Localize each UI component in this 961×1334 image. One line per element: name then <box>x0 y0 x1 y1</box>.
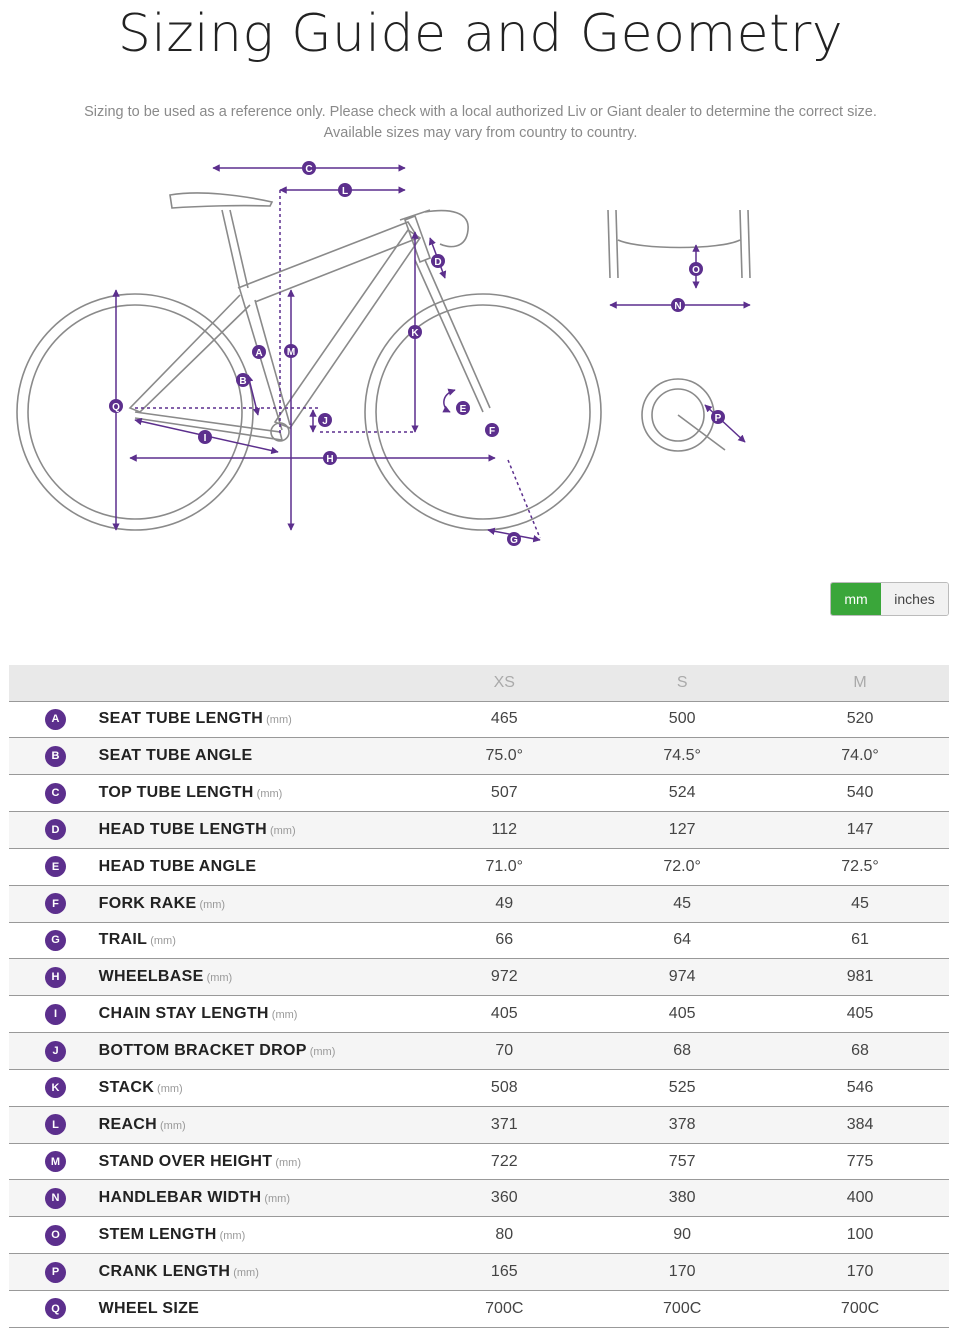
row-name-cell <box>99 775 416 812</box>
size-value: 49 <box>415 885 593 922</box>
size-value: 775 <box>771 1143 949 1180</box>
top-tube <box>238 222 418 302</box>
dimension-badge: Q <box>45 1298 66 1319</box>
dimension-unit: (mm) <box>206 972 233 985</box>
row-name-cell <box>99 1291 416 1328</box>
bike-frame-drawing <box>17 193 750 530</box>
svg-text:Q: Q <box>112 402 120 413</box>
disclaimer-line-2: Available sizes may vary from country to country. <box>323 125 638 141</box>
size-value: 66 <box>415 922 593 959</box>
size-value: 465 <box>415 701 593 738</box>
marker-o <box>689 262 703 276</box>
row-letter-cell <box>9 1180 99 1217</box>
size-value: 520 <box>771 701 949 738</box>
row-name-cell <box>99 996 416 1033</box>
size-value: 165 <box>415 1254 593 1291</box>
size-value: 384 <box>771 1106 949 1143</box>
dimension-badge: G <box>45 930 66 951</box>
svg-text:C: C <box>305 164 313 175</box>
table-row <box>9 775 949 812</box>
size-value: 68 <box>771 1033 949 1070</box>
size-value: 524 <box>593 775 771 812</box>
table-row <box>9 885 949 922</box>
row-name-cell <box>99 1254 416 1291</box>
svg-text:A: A <box>255 348 263 359</box>
size-value: 507 <box>415 775 593 812</box>
row-letter-cell <box>9 1033 99 1070</box>
marker-q <box>109 399 123 413</box>
size-value: 981 <box>771 959 949 996</box>
size-value: 757 <box>593 1143 771 1180</box>
dimension-badge: M <box>45 1151 66 1172</box>
dimension-unit: (mm) <box>269 824 296 837</box>
header-size: XS <box>415 665 593 701</box>
size-value: 700C <box>415 1291 593 1328</box>
dimension-unit: (mm) <box>266 714 292 727</box>
svg-text:M: M <box>286 347 296 358</box>
unit-inches-button[interactable]: inches <box>881 583 948 615</box>
size-value: 972 <box>415 959 593 996</box>
marker-e <box>456 401 470 415</box>
size-value: 90 <box>593 1217 771 1254</box>
dimension-badge: L <box>45 1114 66 1135</box>
size-value: 722 <box>415 1143 593 1180</box>
dimension-name: CRANK LENGTH <box>98 1263 231 1281</box>
row-letter-cell <box>9 959 99 996</box>
size-value: 500 <box>593 701 771 738</box>
marker-f <box>485 423 499 437</box>
svg-text:E: E <box>459 404 467 415</box>
size-value: 112 <box>415 812 593 849</box>
row-letter-cell <box>9 1291 99 1328</box>
svg-text:K: K <box>411 328 419 339</box>
dimension-unit: (mm) <box>309 1046 336 1059</box>
dimension-name: HANDLEBAR WIDTH <box>98 1189 262 1207</box>
header-empty <box>99 665 416 701</box>
dimension-name: FORK RAKE <box>98 894 197 912</box>
dimension-name: WHEELBASE <box>98 968 204 986</box>
svg-text:F: F <box>488 426 496 437</box>
row-name-cell <box>99 1143 416 1180</box>
row-letter-cell <box>9 701 99 738</box>
page-title: Sizing Guide and Geometry <box>117 4 844 64</box>
size-value: 45 <box>771 885 949 922</box>
table-row <box>9 1180 949 1217</box>
table-row <box>9 812 949 849</box>
saddle <box>170 193 272 208</box>
dimension-badge: C <box>45 783 66 804</box>
size-value: 71.0° <box>415 848 593 885</box>
size-value: 405 <box>415 996 593 1033</box>
dimension-name: STEM LENGTH <box>98 1226 217 1244</box>
svg-text:L: L <box>341 186 349 197</box>
dimension-badge: N <box>45 1188 66 1209</box>
marker-c <box>302 161 316 175</box>
row-letter-cell <box>9 1069 99 1106</box>
size-value: 525 <box>593 1069 771 1106</box>
size-value: 378 <box>593 1106 771 1143</box>
row-name-cell <box>99 1069 416 1106</box>
svg-text:I: I <box>203 433 207 444</box>
dimension-name: TRAIL <box>98 931 148 949</box>
size-value: 72.5° <box>771 848 949 885</box>
size-value: 45 <box>593 885 771 922</box>
size-value: 68 <box>593 1033 771 1070</box>
size-value: 360 <box>415 1180 593 1217</box>
fork <box>415 260 490 412</box>
seat-post <box>222 210 248 290</box>
dimension-badge: J <box>45 1041 66 1062</box>
svg-text:G: G <box>510 535 518 546</box>
table-row <box>9 1069 949 1106</box>
size-value: 405 <box>593 996 771 1033</box>
size-value: 170 <box>593 1254 771 1291</box>
row-name-cell <box>99 1033 416 1070</box>
size-value: 127 <box>593 812 771 849</box>
row-letter-cell <box>9 996 99 1033</box>
row-letter-cell <box>9 738 99 775</box>
dimension-unit: (mm) <box>275 1156 301 1169</box>
row-letter-cell <box>9 1254 99 1291</box>
svg-text:D: D <box>434 257 442 268</box>
size-value: 974 <box>593 959 771 996</box>
dimension-badge: H <box>45 967 66 988</box>
size-value: 170 <box>771 1254 949 1291</box>
table-row <box>9 922 949 959</box>
size-value: 72.0° <box>593 848 771 885</box>
size-value: 80 <box>415 1217 593 1254</box>
bike-geometry-diagram <box>0 150 961 570</box>
table-row <box>9 738 949 775</box>
table-row <box>9 1217 949 1254</box>
size-value: 400 <box>771 1180 949 1217</box>
dimension-badge: I <box>45 1004 66 1025</box>
svg-text:N: N <box>674 301 682 312</box>
size-value: 75.0° <box>415 738 593 775</box>
row-name-cell <box>99 922 416 959</box>
size-value: 508 <box>415 1069 593 1106</box>
marker-i <box>198 430 212 444</box>
table-row <box>9 996 949 1033</box>
size-value: 546 <box>771 1069 949 1106</box>
table-header-row <box>9 665 949 701</box>
dimension-markers <box>109 161 725 546</box>
marker-d <box>431 254 445 268</box>
seat-tube <box>240 290 290 430</box>
table-row <box>9 1254 949 1291</box>
marker-g <box>507 532 521 546</box>
dimension-name: SEAT TUBE LENGTH <box>98 710 264 728</box>
dimension-badge: K <box>45 1077 66 1098</box>
size-value: 540 <box>771 775 949 812</box>
marker-p <box>711 410 725 424</box>
marker-m <box>284 344 298 358</box>
dimension-unit: (mm) <box>233 1267 259 1280</box>
dimension-unit: (mm) <box>219 1230 246 1243</box>
size-value: 405 <box>771 996 949 1033</box>
row-name-cell <box>99 1217 416 1254</box>
dimension-name: BOTTOM BRACKET DROP <box>98 1042 307 1060</box>
size-value: 700C <box>771 1291 949 1328</box>
marker-j <box>318 413 332 427</box>
svg-text:H: H <box>326 454 334 465</box>
size-value: 700C <box>593 1291 771 1328</box>
marker-b <box>236 373 250 387</box>
size-value: 74.0° <box>771 738 949 775</box>
marker-k <box>408 325 422 339</box>
disclaimer-line-1: Sizing to be used as a reference only. Please check with a local authorized Liv or Giant dealer to determine the correct size. <box>84 104 877 120</box>
dimension-unit: (mm) <box>160 1119 186 1132</box>
dimension-unit: (mm) <box>157 1082 183 1095</box>
dimension-unit: (mm) <box>199 898 226 911</box>
row-letter-cell <box>9 922 99 959</box>
row-name-cell <box>99 1106 416 1143</box>
table-row <box>9 1033 949 1070</box>
row-letter-cell <box>9 1143 99 1180</box>
dimension-unit: (mm) <box>264 1193 290 1206</box>
row-name-cell <box>99 848 416 885</box>
row-name-cell <box>99 738 416 775</box>
dimension-name: STAND OVER HEIGHT <box>98 1152 273 1170</box>
svg-text:J: J <box>322 416 328 427</box>
header-size: M <box>771 665 949 701</box>
geometry-table <box>9 665 949 1328</box>
table-row <box>9 959 949 996</box>
size-value: 380 <box>593 1180 771 1217</box>
dimension-unit: (mm) <box>271 1009 298 1022</box>
dimension-badge: P <box>45 1262 66 1283</box>
table-row <box>9 1291 949 1328</box>
dimension-name: WHEEL SIZE <box>98 1299 200 1317</box>
size-value: 74.5° <box>593 738 771 775</box>
dimension-badge: O <box>45 1225 66 1246</box>
table-row <box>9 1106 949 1143</box>
row-letter-cell <box>9 1217 99 1254</box>
dimension-unit: (mm) <box>150 935 176 948</box>
dimension-name: CHAIN STAY LENGTH <box>98 1005 269 1023</box>
row-name-cell <box>99 701 416 738</box>
marker-l <box>338 183 352 197</box>
header-size: S <box>593 665 771 701</box>
table-row <box>9 701 949 738</box>
dimension-name: REACH <box>98 1115 158 1133</box>
table-body <box>9 701 949 1327</box>
dimension-badge: F <box>45 893 66 914</box>
size-value: 64 <box>593 922 771 959</box>
dimension-unit: (mm) <box>256 788 283 801</box>
sizing-disclaimer <box>40 102 921 144</box>
svg-text:B: B <box>239 376 247 387</box>
unit-mm-button[interactable]: mm <box>831 583 881 615</box>
size-value: 100 <box>771 1217 949 1254</box>
marker-h <box>323 451 337 465</box>
row-letter-cell <box>9 775 99 812</box>
size-value: 61 <box>771 922 949 959</box>
row-letter-cell <box>9 1106 99 1143</box>
table-row <box>9 848 949 885</box>
dimension-badge: E <box>45 856 66 877</box>
dimension-lines <box>116 168 750 540</box>
dimension-badge: D <box>45 819 66 840</box>
row-letter-cell <box>9 885 99 922</box>
header-empty <box>9 665 99 701</box>
row-letter-cell <box>9 812 99 849</box>
row-letter-cell <box>9 848 99 885</box>
row-name-cell <box>99 1180 416 1217</box>
seat-stay <box>130 295 250 412</box>
marker-a <box>252 345 266 359</box>
bar-front-view <box>608 210 750 278</box>
dimension-badge: B <box>45 746 66 767</box>
dimension-name: HEAD TUBE LENGTH <box>98 820 267 838</box>
row-name-cell <box>99 812 416 849</box>
dimension-name: STACK <box>98 1078 155 1096</box>
row-name-cell <box>99 885 416 922</box>
row-name-cell <box>99 959 416 996</box>
table-row <box>9 1143 949 1180</box>
size-value: 147 <box>771 812 949 849</box>
unit-toggle <box>830 582 949 616</box>
marker-n <box>671 298 685 312</box>
dimension-badge: A <box>45 709 66 730</box>
dimension-name: TOP TUBE LENGTH <box>98 784 254 802</box>
dimension-name: SEAT TUBE ANGLE <box>98 747 253 765</box>
size-value: 70 <box>415 1033 593 1070</box>
svg-text:P: P <box>714 413 722 424</box>
dimension-name: HEAD TUBE ANGLE <box>98 857 257 875</box>
svg-text:O: O <box>692 265 700 276</box>
size-value: 371 <box>415 1106 593 1143</box>
